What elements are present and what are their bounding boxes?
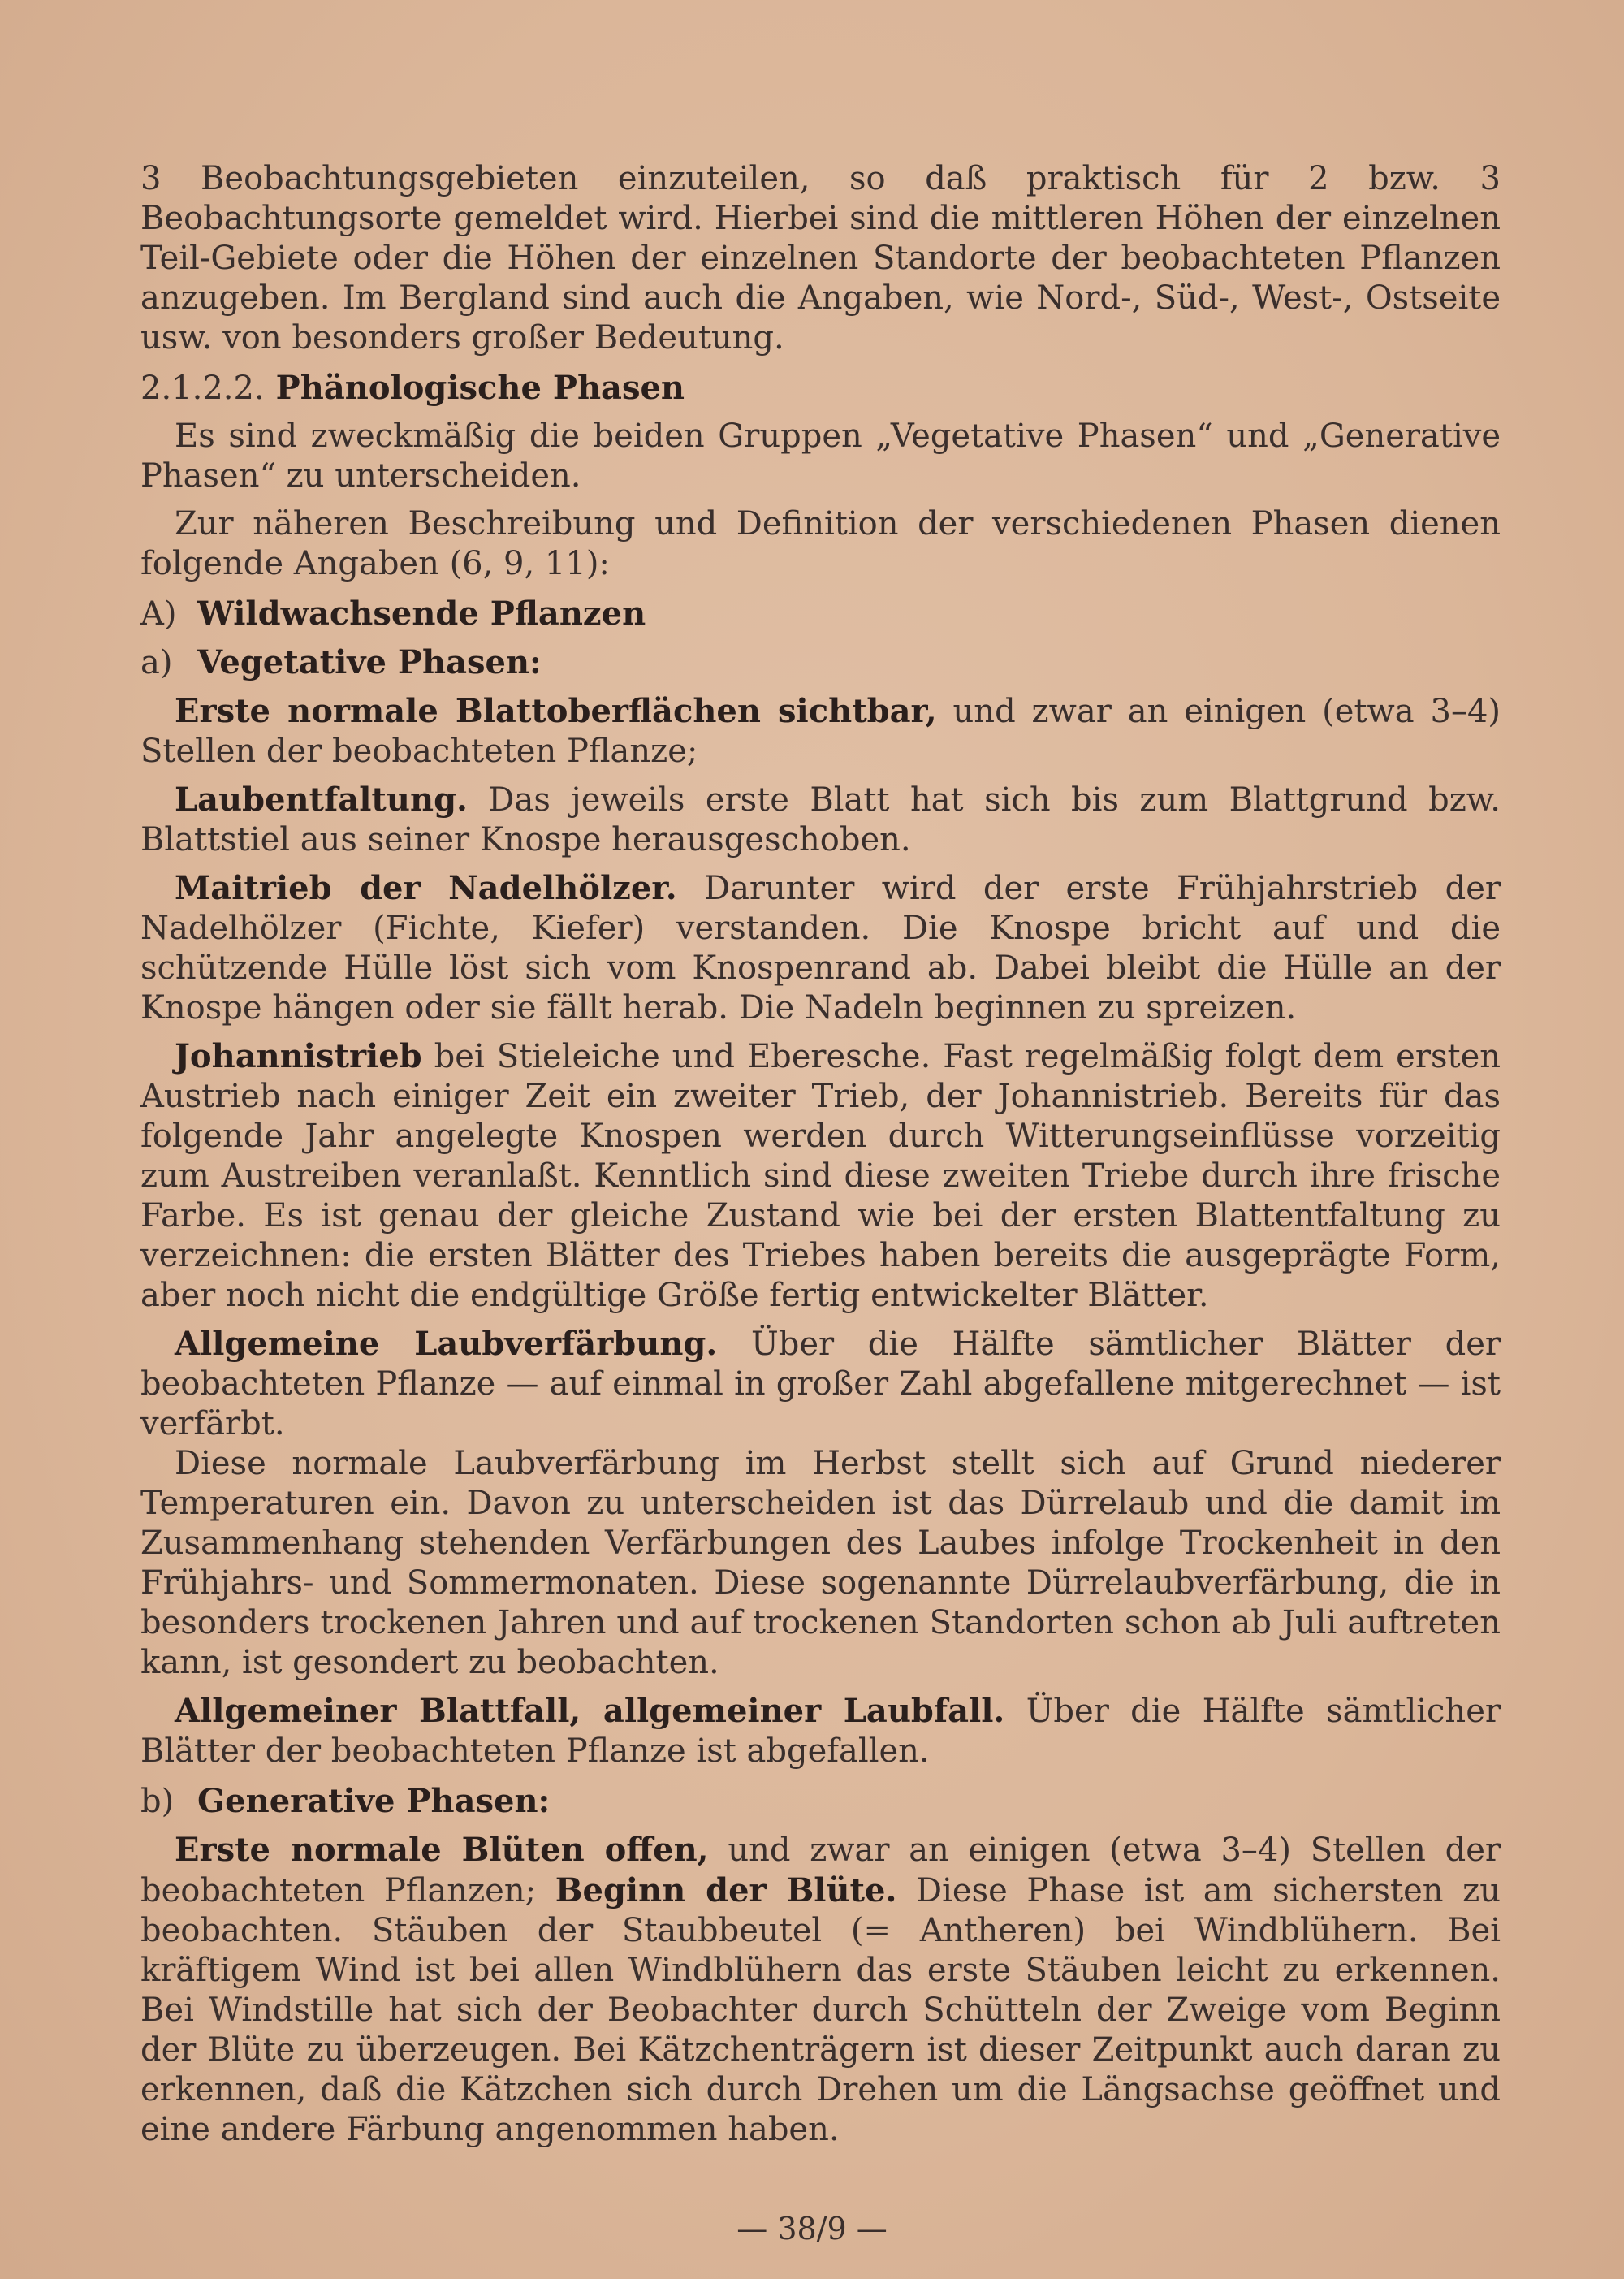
phase-text: Über die Hälfte sämtlicher Blätter der beobachteten Pflanze ist abgefallen. bbox=[140, 1693, 1501, 1770]
vegetative-heading bbox=[140, 642, 1501, 683]
generative-label: b) bbox=[140, 1783, 175, 1820]
phase-item bbox=[140, 1691, 1501, 1771]
phase-text: Über die Hälfte sämtlicher Blätter der beobachteten Pflanze — auf einmal in großer Zahl abgefallene mitgerechnet — ist verfärbt. bbox=[140, 1325, 1501, 1442]
page-body bbox=[140, 159, 1501, 2158]
generative-heading bbox=[140, 1781, 1501, 1822]
phase-term: Beginn der Blüte. bbox=[555, 1871, 897, 1909]
phase-item bbox=[140, 780, 1501, 860]
phase-term: Allgemeiner Blattfall, allgemeiner Laubfall. bbox=[175, 1692, 1005, 1730]
subsection-a-heading bbox=[140, 594, 1501, 634]
page-number: — 38/9 — bbox=[736, 2211, 888, 2247]
paragraph-groups: Es sind zweckmäßig die beiden Gruppen „Vegetative Phasen“ und „Generative Phasen“ zu unterscheiden. bbox=[140, 417, 1501, 495]
phase-text: Das jeweils erste Blatt hat sich bis zum Blattgrund bzw. Blattstiel aus seiner Knospe herausgeschoben. bbox=[140, 781, 1501, 858]
phase-term: Erste normale Blattoberflächen sichtbar, bbox=[175, 692, 937, 730]
phase-term: Erste normale Blüten offen, bbox=[175, 1831, 709, 1869]
vegetative-title: Vegetative Phasen: bbox=[197, 643, 542, 681]
phase-text: Darunter wird der erste Frühjahrstrieb der Nadelhölzer (Fichte, Kiefer) verstanden. Die Knospe bricht auf und die schützende Hülle löst sich vom Knospenrand ab. Dabei bleibt die Hülle an der Knospe hängen oder sie fällt herab. Die Nadeln beginnen zu spreizen. bbox=[140, 870, 1501, 1027]
phase-item bbox=[140, 1324, 1501, 1444]
phase-term: Johannistrieb bbox=[175, 1037, 422, 1075]
phase-text: und zwar an einigen (etwa 3–4) Stellen der beobachteten Pflanze; bbox=[140, 693, 1501, 770]
paragraph-definitions: Zur näheren Beschreibung und Definition der verschiedenen Phasen dienen folgende Angaben (6, 9, 11): bbox=[140, 505, 1501, 582]
phase-term: Laubentfaltung. bbox=[175, 781, 468, 819]
intro-paragraph: 3 Beobachtungsgebieten einzuteilen, so daß praktisch für 2 bzw. 3 Beobachtungsorte gemeldet wird. Hierbei sind die mittleren Höhen der einzelnen Teil-Gebiete oder die Höhen der einzelnen Standorte der beobachteten Pflanzen anzugeben. Im Bergland sind auch die Angaben, wie Nord-, Süd-, West-, Ostseite usw. von besonders großer Bedeutung. bbox=[140, 160, 1501, 357]
generative-title: Generative Phasen: bbox=[197, 1782, 551, 1820]
phase-item bbox=[140, 1830, 1501, 2150]
section-title: Phänologische Phasen bbox=[275, 369, 685, 407]
subsection-a-title: Wildwachsende Pflanzen bbox=[197, 595, 646, 633]
vegetative-label: a) bbox=[140, 644, 173, 681]
laubverfaerbung-note: Diese normale Laubverfärbung im Herbst stellt sich auf Grund niederer Temperaturen ein. Davon zu unterscheiden ist das Dürrelaub und die damit im Zusammenhang stehenden Verfärbungen des Laubes infolge Trockenheit in den Frühjahrs- und Sommermonaten. Diese sogenannte Dürrelaubverfärbung, die in besonders trockenen Jahren und auf trockenen Standorten schon ab Juli auftreten kann, ist gesondert zu beobachten. bbox=[140, 1445, 1501, 1681]
phase-text: Diese Phase ist am sichersten zu beobachten. Stäuben der Staubbeutel (= Antheren) bei Windblühern. Bei kräftigem Wind ist bei allen Windblühern das erste Stäuben leicht zu erkennen. Bei Windstille hat sich der Beobachter durch Schütteln der Zweige vom Beginn der Blüte zu überzeugen. Bei Kätzchenträgern ist dieser Zeitpunkt auch daran zu erkennen, daß die Kätzchen sich durch Drehen um die Längsachse geöffnet und eine andere Färbung angenommen haben. bbox=[140, 1872, 1501, 2148]
section-heading bbox=[140, 368, 1501, 409]
phase-text: bei Stieleiche und Eberesche. Fast regelmäßig folgt dem ersten Austrieb nach einiger Zeit ein zweiter Trieb, der Johannistrieb. Bereits für das folgende Jahr angelegte Knospen werden durch Witterungseinflüsse vorzeitig zum Austreiben veranlaßt. Kenntlich sind diese zweiten Triebe durch ihre frische Farbe. Es ist genau der gleiche Zustand wie bei der ersten Blattentfaltung zu verzeichnen: die ersten Blätter des Triebes haben bereits die ausgeprägte Form, aber noch nicht die endgültige Größe fertig entwickelter Blätter. bbox=[140, 1038, 1501, 1314]
phase-text: und zwar an einigen (etwa 3–4) Stellen der beobachteten Pflanzen; bbox=[140, 1831, 1501, 1909]
phase-item bbox=[140, 691, 1501, 772]
phase-item bbox=[140, 1036, 1501, 1316]
phase-item bbox=[140, 868, 1501, 1028]
section-number: 2.1.2.2. bbox=[140, 370, 265, 407]
phase-term: Allgemeine Laubverfärbung. bbox=[175, 1325, 718, 1363]
phase-term: Maitrieb der Nadelhölzer. bbox=[175, 869, 677, 907]
subsection-a-label: A) bbox=[140, 595, 177, 633]
